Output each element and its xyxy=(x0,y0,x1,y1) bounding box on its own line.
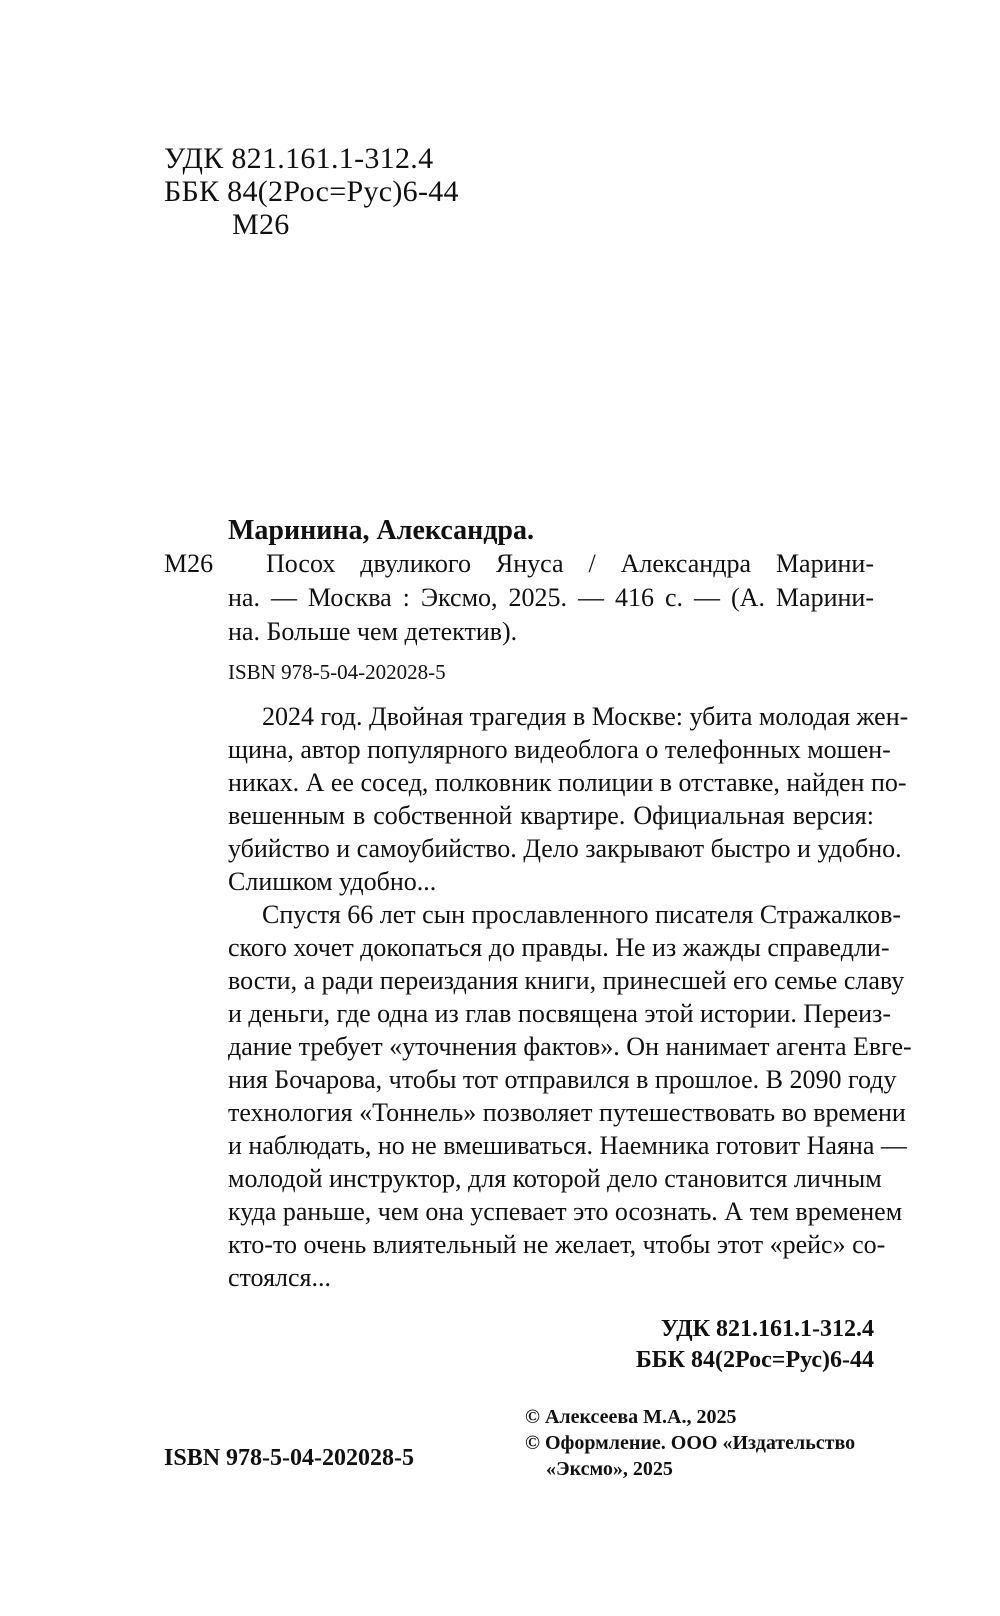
copyright-design: © Оформление. ООО «Издательство xyxy=(525,1432,856,1454)
card-author-mark: М26 xyxy=(164,549,214,578)
annotation-p2-line-6: ния Бочарова, чтобы тот отправился в прошлое. В 2090 году xyxy=(228,1065,897,1094)
annotation-p1-line-4: вешенным в собственной квартире. Официальная версия: xyxy=(228,801,874,830)
annotation-p2-line-2: ского хочет докопаться до правды. Не из жажды справедли- xyxy=(228,933,890,962)
author-heading: Маринина, Александра. xyxy=(228,515,534,546)
annotation-p2-line-1: Спустя 66 лет сын прославленного писателя Стражалков- xyxy=(262,900,902,929)
annotation-p2-line-11: кто-то очень влиятельный не желает, чтобы этот «рейс» со- xyxy=(228,1230,886,1259)
header-author-mark: М26 xyxy=(232,208,290,241)
annotation-p2-line-10: куда раньше, чем она успевает это осознать. А тем временем xyxy=(228,1197,903,1226)
annotation-p2-line-8: и наблюдать, но не вмешиваться. Наемника готовит Наяна — xyxy=(228,1131,907,1160)
copyright-publisher: «Эксмо», 2025 xyxy=(546,1458,673,1480)
biblio-line-1: Посох двуликого Януса / Александра Марини- xyxy=(266,549,874,578)
annotation-p2-line-5: дание требует «уточнения фактов». Он нанимает агента Евге- xyxy=(228,1032,912,1061)
annotation-p1-line-5: убийство и самоубийство. Дело закрывают быстро и удобно. xyxy=(228,834,902,863)
header-bbk: ББК 84(2Рос=Рус)6-44 xyxy=(164,175,459,208)
annotation-p2-line-9: молодой инструктор, для которой дело становится личным xyxy=(228,1164,882,1193)
annotation-p1-line-3: никах. А ее сосед, полковник полиции в отставке, найден по- xyxy=(228,768,907,797)
annotation-p2-line-3: вости, а ради переиздания книги, принесшей его семье славу xyxy=(228,966,905,995)
annotation-p2-line-7: технология «Тоннель» позволяет путешествовать во времени xyxy=(228,1098,906,1127)
copyright-author: © Алексеева М.А., 2025 xyxy=(525,1406,737,1428)
header-udk: УДК 821.161.1-312.4 xyxy=(164,142,434,175)
annotation-p2-line-4: и деньги, где одна из глав посвящена этой истории. Переиз- xyxy=(228,999,892,1028)
annotation-p1-line-2: щина, автор популярного видеоблога о телефонных мошен- xyxy=(228,735,891,764)
biblio-line-3: на. Больше чем детектив). xyxy=(228,617,518,646)
annotation-p2-line-12: стоялся... xyxy=(228,1263,331,1292)
annotation-p1-line-1: 2024 год. Двойная трагедия в Москве: убита молодая жен- xyxy=(262,702,909,731)
bold-udk: УДК 821.161.1-312.4 xyxy=(660,1316,874,1342)
bold-bbk: ББК 84(2Рос=Рус)6-44 xyxy=(635,1347,874,1373)
annotation-p1-line-6: Слишком удобно... xyxy=(228,867,437,896)
catalog-isbn: ISBN 978-5-04-202028-5 xyxy=(228,660,446,684)
biblio-line-2: на. — Москва : Эксмо, 2025. — 416 с. — (А. Марини- xyxy=(228,583,874,612)
footer-isbn: ISBN 978-5-04-202028-5 xyxy=(164,1445,414,1471)
